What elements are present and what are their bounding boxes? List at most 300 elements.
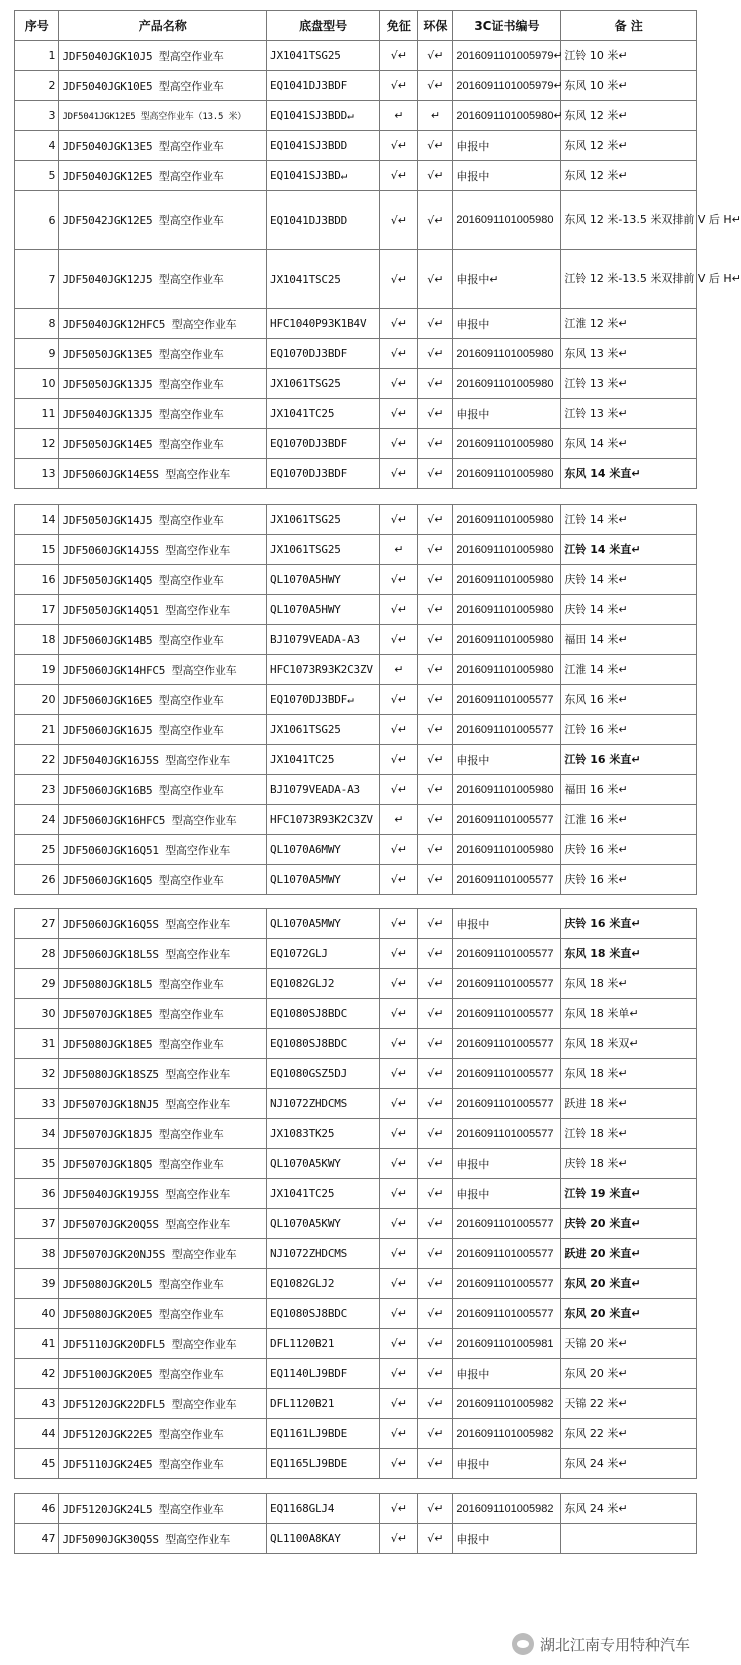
certificate-number-cell: 申报中 <box>453 1149 561 1179</box>
table-row <box>15 71 697 101</box>
row-number: 17 <box>15 595 59 625</box>
remark-cell: 东风 20 米直↵ <box>561 1299 697 1329</box>
row-number: 14 <box>15 505 59 535</box>
watermark-text: 湖北江南专用特种汽车 <box>539 1635 690 1654</box>
remark-cell: 福田 16 米↵ <box>561 775 697 805</box>
certificate-number-cell: 申报中 <box>453 1179 561 1209</box>
spec-table-4 <box>14 1493 697 1554</box>
product-name-cell: JDF5042JGK12E5 型高空作业车 <box>59 191 267 250</box>
table-row <box>15 1059 697 1089</box>
row-number: 43 <box>15 1389 59 1419</box>
chassis-model-cell: EQ1080SJ8BDC <box>267 999 380 1029</box>
exemption-mark-cell: √↵ <box>380 191 418 250</box>
certificate-number-cell: 2016091101005577 <box>453 1119 561 1149</box>
certificate-number-cell: 2016091101005980 <box>453 655 561 685</box>
exemption-mark-cell: √↵ <box>380 909 418 939</box>
remark-cell: 东风 18 米双↵ <box>561 1029 697 1059</box>
row-number: 5 <box>15 161 59 191</box>
remark-cell: 东风 18 米直↵ <box>561 939 697 969</box>
certificate-number-cell: 2016091101005577 <box>453 1239 561 1269</box>
remark-cell: 东风 13 米↵ <box>561 339 697 369</box>
table-row <box>15 1029 697 1059</box>
wechat-icon <box>512 1633 534 1655</box>
product-name-cell: JDF5080JGK20L5 型高空作业车 <box>59 1269 267 1299</box>
table-row <box>15 999 697 1029</box>
chassis-model-cell: QL1070A5KWY <box>267 1209 380 1239</box>
remark-cell: 江铃 12 米-13.5 米双排前 V 后 H↵ <box>561 250 697 309</box>
certificate-number-cell: 2016091101005577 <box>453 685 561 715</box>
certificate-number-cell: 2016091101005577 <box>453 1059 561 1089</box>
exemption-mark-cell: √↵ <box>380 1119 418 1149</box>
row-number: 33 <box>15 1089 59 1119</box>
column-header: 序号 <box>15 11 59 41</box>
exemption-mark-cell: √↵ <box>380 1269 418 1299</box>
environmental-mark-cell: √↵ <box>418 1494 453 1524</box>
product-name-cell: JDF5080JGK18E5 型高空作业车 <box>59 1029 267 1059</box>
certificate-number-cell: 2016091101005980 <box>453 459 561 489</box>
chassis-model-cell: EQ1070DJ3BDF <box>267 339 380 369</box>
certificate-number-cell: 申报中 <box>453 1359 561 1389</box>
remark-cell: 庆铃 20 米直↵ <box>561 1209 697 1239</box>
table-row <box>15 939 697 969</box>
table-row <box>15 1449 697 1479</box>
chassis-model-cell: EQ1070DJ3BDF <box>267 429 380 459</box>
exemption-mark-cell: √↵ <box>380 1524 418 1554</box>
table-row <box>15 161 697 191</box>
table-row <box>15 250 697 309</box>
row-number: 40 <box>15 1299 59 1329</box>
row-number: 4 <box>15 131 59 161</box>
chassis-model-cell: QL1100A8KAY <box>267 1524 380 1554</box>
exemption-mark-cell: √↵ <box>380 1299 418 1329</box>
remark-cell: 江淮 14 米↵ <box>561 655 697 685</box>
table-row <box>15 399 697 429</box>
environmental-mark-cell: √↵ <box>418 1449 453 1479</box>
product-name-cell: JDF5040JGK16J5S 型高空作业车 <box>59 745 267 775</box>
chassis-model-cell: EQ1041SJ3BD↵ <box>267 161 380 191</box>
product-name-cell: JDF5060JGK18L5S 型高空作业车 <box>59 939 267 969</box>
remark-cell: 东风 10 米↵ <box>561 71 697 101</box>
product-name-cell: JDF5110JGK24E5 型高空作业车 <box>59 1449 267 1479</box>
column-header: 免征 <box>380 11 418 41</box>
environmental-mark-cell: √↵ <box>418 565 453 595</box>
row-number: 10 <box>15 369 59 399</box>
product-name-cell: JDF5080JGK18SZ5 型高空作业车 <box>59 1059 267 1089</box>
certificate-number-cell: 2016091101005577 <box>453 1269 561 1299</box>
row-number: 19 <box>15 655 59 685</box>
spec-table-2 <box>14 504 697 895</box>
chassis-model-cell: JX1041TC25 <box>267 745 380 775</box>
table-row <box>15 1524 697 1554</box>
chassis-model-cell: EQ1041SJ3BDD <box>267 131 380 161</box>
remark-cell: 东风 20 米↵ <box>561 1359 697 1389</box>
chassis-model-cell: EQ1072GLJ <box>267 939 380 969</box>
certificate-number-cell: 2016091101005980 <box>453 191 561 250</box>
product-name-cell: JDF5050JGK14E5 型高空作业车 <box>59 429 267 459</box>
product-name-cell: JDF5040JGK12E5 型高空作业车 <box>59 161 267 191</box>
chassis-model-cell: EQ1082GLJ2 <box>267 1269 380 1299</box>
certificate-number-cell: 2016091101005980 <box>453 429 561 459</box>
table-row <box>15 969 697 999</box>
product-name-cell: JDF5090JGK30Q5S 型高空作业车 <box>59 1524 267 1554</box>
remark-cell: 江铃 13 米↵ <box>561 399 697 429</box>
environmental-mark-cell: √↵ <box>418 999 453 1029</box>
product-name-cell: JDF5041JGK12E5 型高空作业车（13.5 米） <box>59 101 267 131</box>
chassis-model-cell: JX1061TSG25 <box>267 715 380 745</box>
exemption-mark-cell: √↵ <box>380 625 418 655</box>
certificate-number-cell: 2016091101005980 <box>453 625 561 655</box>
exemption-mark-cell: √↵ <box>380 1449 418 1479</box>
chassis-model-cell: EQ1082GLJ2 <box>267 969 380 999</box>
chassis-model-cell: QL1070A5MWY <box>267 909 380 939</box>
table-row <box>15 1089 697 1119</box>
exemption-mark-cell: √↵ <box>380 1179 418 1209</box>
certificate-number-cell: 2016091101005980 <box>453 505 561 535</box>
environmental-mark-cell: √↵ <box>418 1299 453 1329</box>
certificate-number-cell: 申报中 <box>453 745 561 775</box>
row-number: 11 <box>15 399 59 429</box>
exemption-mark-cell: √↵ <box>380 131 418 161</box>
environmental-mark-cell: √↵ <box>418 71 453 101</box>
row-number: 37 <box>15 1209 59 1239</box>
chassis-model-cell: JX1061TSG25 <box>267 535 380 565</box>
exemption-mark-cell: √↵ <box>380 1209 418 1239</box>
remark-cell: 江铃 14 米直↵ <box>561 535 697 565</box>
row-number: 2 <box>15 71 59 101</box>
row-number: 16 <box>15 565 59 595</box>
row-number: 9 <box>15 339 59 369</box>
row-number: 22 <box>15 745 59 775</box>
table-row <box>15 565 697 595</box>
exemption-mark-cell: √↵ <box>380 250 418 309</box>
product-name-cell: JDF5060JGK16Q5S 型高空作业车 <box>59 909 267 939</box>
chassis-model-cell: EQ1168GLJ4 <box>267 1494 380 1524</box>
product-name-cell: JDF5060JGK16B5 型高空作业车 <box>59 775 267 805</box>
environmental-mark-cell: √↵ <box>418 1209 453 1239</box>
product-name-cell: JDF5040JGK12HFC5 型高空作业车 <box>59 309 267 339</box>
product-name-cell: JDF5050JGK13J5 型高空作业车 <box>59 369 267 399</box>
environmental-mark-cell: √↵ <box>418 399 453 429</box>
remark-cell: 江铃 13 米↵ <box>561 369 697 399</box>
certificate-number-cell: 2016091101005979↵ <box>453 71 561 101</box>
row-number: 28 <box>15 939 59 969</box>
product-name-cell: JDF5120JGK22DFL5 型高空作业车 <box>59 1389 267 1419</box>
chassis-model-cell: EQ1070DJ3BDF↵ <box>267 685 380 715</box>
chassis-model-cell: QL1070A6MWY <box>267 835 380 865</box>
remark-cell: 东风 12 米↵ <box>561 161 697 191</box>
remark-cell: 天锦 20 米↵ <box>561 1329 697 1359</box>
row-number: 1 <box>15 41 59 71</box>
product-name-cell: JDF5060JGK14HFC5 型高空作业车 <box>59 655 267 685</box>
row-number: 21 <box>15 715 59 745</box>
remark-cell: 江淮 16 米↵ <box>561 805 697 835</box>
remark-cell: 庆铃 18 米↵ <box>561 1149 697 1179</box>
certificate-number-cell: 2016091101005980 <box>453 775 561 805</box>
product-name-cell: JDF5120JGK24L5 型高空作业车 <box>59 1494 267 1524</box>
table-row <box>15 685 697 715</box>
column-header: 产品名称 <box>59 11 267 41</box>
product-name-cell: JDF5060JGK14J5S 型高空作业车 <box>59 535 267 565</box>
certificate-number-cell: 2016091101005982 <box>453 1494 561 1524</box>
remark-cell <box>561 1524 697 1554</box>
exemption-mark-cell: √↵ <box>380 775 418 805</box>
table-row <box>15 459 697 489</box>
row-number: 3 <box>15 101 59 131</box>
row-number: 41 <box>15 1329 59 1359</box>
environmental-mark-cell: √↵ <box>418 685 453 715</box>
remark-cell: 东风 24 米↵ <box>561 1449 697 1479</box>
remark-cell: 江铃 19 米直↵ <box>561 1179 697 1209</box>
certificate-number-cell: 2016091101005982 <box>453 1419 561 1449</box>
row-number: 24 <box>15 805 59 835</box>
exemption-mark-cell: √↵ <box>380 399 418 429</box>
table-row <box>15 1299 697 1329</box>
exemption-mark-cell: ↵ <box>380 101 418 131</box>
table-row <box>15 1149 697 1179</box>
table-row <box>15 805 697 835</box>
certificate-number-cell: 2016091101005980 <box>453 565 561 595</box>
remark-cell: 庆铃 16 米直↵ <box>561 909 697 939</box>
table-row <box>15 1119 697 1149</box>
certificate-number-cell: 2016091101005980 <box>453 339 561 369</box>
spec-table-3 <box>14 908 697 1479</box>
environmental-mark-cell: √↵ <box>418 1329 453 1359</box>
chassis-model-cell: NJ1072ZHDCMS <box>267 1239 380 1269</box>
row-number: 46 <box>15 1494 59 1524</box>
remark-cell: 跃进 18 米↵ <box>561 1089 697 1119</box>
chassis-model-cell: HFC1073R93K2C3ZV <box>267 805 380 835</box>
exemption-mark-cell: √↵ <box>380 1059 418 1089</box>
environmental-mark-cell: √↵ <box>418 339 453 369</box>
product-name-cell: JDF5080JGK20E5 型高空作业车 <box>59 1299 267 1329</box>
row-number: 12 <box>15 429 59 459</box>
exemption-mark-cell: √↵ <box>380 745 418 775</box>
chassis-model-cell: JX1041TSC25 <box>267 250 380 309</box>
table-row <box>15 309 697 339</box>
product-name-cell: JDF5070JGK20NJ5S 型高空作业车 <box>59 1239 267 1269</box>
product-name-cell: JDF5070JGK18J5 型高空作业车 <box>59 1119 267 1149</box>
chassis-model-cell: EQ1041DJ3BDF <box>267 71 380 101</box>
remark-cell: 东风 22 米↵ <box>561 1419 697 1449</box>
exemption-mark-cell: √↵ <box>380 309 418 339</box>
row-number: 25 <box>15 835 59 865</box>
certificate-number-cell: 2016091101005979↵ <box>453 41 561 71</box>
row-number: 34 <box>15 1119 59 1149</box>
exemption-mark-cell: √↵ <box>380 1389 418 1419</box>
environmental-mark-cell: √↵ <box>418 191 453 250</box>
table-row <box>15 1239 697 1269</box>
column-header: 备 注 <box>561 11 697 41</box>
remark-cell: 东风 18 米单↵ <box>561 999 697 1029</box>
environmental-mark-cell: √↵ <box>418 1524 453 1554</box>
certificate-number-cell: 申报中↵ <box>453 250 561 309</box>
exemption-mark-cell: √↵ <box>380 1419 418 1449</box>
certificate-number-cell: 2016091101005980 <box>453 595 561 625</box>
table-row <box>15 625 697 655</box>
exemption-mark-cell: ↵ <box>380 655 418 685</box>
certificate-number-cell: 申报中 <box>453 161 561 191</box>
environmental-mark-cell: √↵ <box>418 805 453 835</box>
table-row <box>15 505 697 535</box>
row-number: 35 <box>15 1149 59 1179</box>
row-number: 32 <box>15 1059 59 1089</box>
chassis-model-cell: EQ1041DJ3BDD <box>267 191 380 250</box>
certificate-number-cell: 申报中 <box>453 309 561 339</box>
table-row <box>15 131 697 161</box>
exemption-mark-cell: √↵ <box>380 1329 418 1359</box>
certificate-number-cell: 2016091101005577 <box>453 805 561 835</box>
row-number: 44 <box>15 1419 59 1449</box>
remark-cell: 江铃 18 米↵ <box>561 1119 697 1149</box>
table-row <box>15 535 697 565</box>
environmental-mark-cell: √↵ <box>418 1389 453 1419</box>
certificate-number-cell: 2016091101005577 <box>453 1089 561 1119</box>
column-header: 3C证书编号 <box>453 11 561 41</box>
exemption-mark-cell: √↵ <box>380 1239 418 1269</box>
environmental-mark-cell: √↵ <box>418 309 453 339</box>
environmental-mark-cell: √↵ <box>418 161 453 191</box>
environmental-mark-cell: √↵ <box>418 1359 453 1389</box>
table-row <box>15 595 697 625</box>
remark-cell: 东风 20 米直↵ <box>561 1269 697 1299</box>
certificate-number-cell: 2016091101005981 <box>453 1329 561 1359</box>
certificate-number-cell: 2016091101005980 <box>453 835 561 865</box>
exemption-mark-cell: √↵ <box>380 999 418 1029</box>
exemption-mark-cell: √↵ <box>380 595 418 625</box>
chassis-model-cell: EQ1041SJ3BDD↵ <box>267 101 380 131</box>
product-name-cell: JDF5060JGK16Q51 型高空作业车 <box>59 835 267 865</box>
chassis-model-cell: EQ1140LJ9BDF <box>267 1359 380 1389</box>
remark-cell: 东风 14 米↵ <box>561 429 697 459</box>
remark-cell: 东风 18 米↵ <box>561 1059 697 1089</box>
row-number: 27 <box>15 909 59 939</box>
environmental-mark-cell: √↵ <box>418 865 453 895</box>
exemption-mark-cell: √↵ <box>380 865 418 895</box>
table-row <box>15 1209 697 1239</box>
row-number: 26 <box>15 865 59 895</box>
exemption-mark-cell: √↵ <box>380 1149 418 1179</box>
remark-cell: 东风 24 米↵ <box>561 1494 697 1524</box>
product-name-cell: JDF5060JGK14E5S 型高空作业车 <box>59 459 267 489</box>
row-number: 18 <box>15 625 59 655</box>
environmental-mark-cell: ↵ <box>418 101 453 131</box>
exemption-mark-cell: √↵ <box>380 41 418 71</box>
remark-cell: 庆铃 16 米↵ <box>561 835 697 865</box>
product-name-cell: JDF5040JGK13J5 型高空作业车 <box>59 399 267 429</box>
product-name-cell: JDF5060JGK14B5 型高空作业车 <box>59 625 267 655</box>
environmental-mark-cell: √↵ <box>418 715 453 745</box>
product-name-cell: JDF5070JGK18NJ5 型高空作业车 <box>59 1089 267 1119</box>
remark-cell: 东风 12 米↵ <box>561 131 697 161</box>
chassis-model-cell: HFC1073R93K2C3ZV <box>267 655 380 685</box>
exemption-mark-cell: √↵ <box>380 369 418 399</box>
remark-cell: 江铃 16 米直↵ <box>561 745 697 775</box>
certificate-number-cell: 2016091101005577 <box>453 865 561 895</box>
table-row <box>15 865 697 895</box>
certificate-number-cell: 2016091101005577 <box>453 715 561 745</box>
table-row <box>15 1329 697 1359</box>
exemption-mark-cell: √↵ <box>380 339 418 369</box>
environmental-mark-cell: √↵ <box>418 595 453 625</box>
certificate-number-cell: 2016091101005577 <box>453 1209 561 1239</box>
product-name-cell: JDF5040JGK10E5 型高空作业车 <box>59 71 267 101</box>
remark-cell: 东风 18 米↵ <box>561 969 697 999</box>
exemption-mark-cell: √↵ <box>380 565 418 595</box>
remark-cell: 江铃 16 米↵ <box>561 715 697 745</box>
table-row <box>15 835 697 865</box>
product-name-cell: JDF5050JGK14Q5 型高空作业车 <box>59 565 267 595</box>
table-row <box>15 745 697 775</box>
remark-cell: 东风 14 米直↵ <box>561 459 697 489</box>
chassis-model-cell: JX1061TSG25 <box>267 505 380 535</box>
exemption-mark-cell: √↵ <box>380 685 418 715</box>
chassis-model-cell: EQ1070DJ3BDF <box>267 459 380 489</box>
remark-cell: 东风 12 米-13.5 米双排前 V 后 H↵ <box>561 191 697 250</box>
certificate-number-cell: 申报中 <box>453 131 561 161</box>
environmental-mark-cell: √↵ <box>418 655 453 685</box>
exemption-mark-cell: √↵ <box>380 1089 418 1119</box>
environmental-mark-cell: √↵ <box>418 535 453 565</box>
product-name-cell: JDF5100JGK20E5 型高空作业车 <box>59 1359 267 1389</box>
environmental-mark-cell: √↵ <box>418 41 453 71</box>
environmental-mark-cell: √↵ <box>418 909 453 939</box>
environmental-mark-cell: √↵ <box>418 969 453 999</box>
table-row <box>15 369 697 399</box>
remark-cell: 天锦 22 米↵ <box>561 1389 697 1419</box>
product-name-cell: JDF5050JGK14Q51 型高空作业车 <box>59 595 267 625</box>
row-number: 7 <box>15 250 59 309</box>
certificate-number-cell: 申报中 <box>453 399 561 429</box>
environmental-mark-cell: √↵ <box>418 429 453 459</box>
row-number: 42 <box>15 1359 59 1389</box>
certificate-number-cell: 2016091101005980 <box>453 535 561 565</box>
exemption-mark-cell: √↵ <box>380 1494 418 1524</box>
chassis-model-cell: EQ1165LJ9BDE <box>267 1449 380 1479</box>
environmental-mark-cell: √↵ <box>418 505 453 535</box>
certificate-number-cell: 申报中 <box>453 1524 561 1554</box>
exemption-mark-cell: ↵ <box>380 535 418 565</box>
exemption-mark-cell: √↵ <box>380 715 418 745</box>
environmental-mark-cell: √↵ <box>418 1179 453 1209</box>
chassis-model-cell: JX1061TSG25 <box>267 369 380 399</box>
table-row <box>15 1494 697 1524</box>
exemption-mark-cell: √↵ <box>380 969 418 999</box>
remark-cell: 江淮 12 米↵ <box>561 309 697 339</box>
chassis-model-cell: QL1070A5HWY <box>267 565 380 595</box>
table-row <box>15 429 697 459</box>
remark-cell: 跃进 20 米直↵ <box>561 1239 697 1269</box>
remark-cell: 福田 14 米↵ <box>561 625 697 655</box>
chassis-model-cell: EQ1080SJ8BDC <box>267 1029 380 1059</box>
table-row <box>15 775 697 805</box>
certificate-number-cell: 2016091101005577 <box>453 1029 561 1059</box>
environmental-mark-cell: √↵ <box>418 1149 453 1179</box>
certificate-number-cell: 2016091101005577 <box>453 969 561 999</box>
certificate-number-cell: 申报中 <box>453 909 561 939</box>
certificate-number-cell: 2016091101005982 <box>453 1389 561 1419</box>
exemption-mark-cell: √↵ <box>380 71 418 101</box>
environmental-mark-cell: √↵ <box>418 775 453 805</box>
row-number: 38 <box>15 1239 59 1269</box>
exemption-mark-cell: √↵ <box>380 505 418 535</box>
remark-cell: 庆铃 14 米↵ <box>561 565 697 595</box>
row-number: 30 <box>15 999 59 1029</box>
product-name-cell: JDF5040JGK13E5 型高空作业车 <box>59 131 267 161</box>
chassis-model-cell: HFC1040P93K1B4V <box>267 309 380 339</box>
table-row <box>15 339 697 369</box>
row-number: 23 <box>15 775 59 805</box>
row-number: 39 <box>15 1269 59 1299</box>
